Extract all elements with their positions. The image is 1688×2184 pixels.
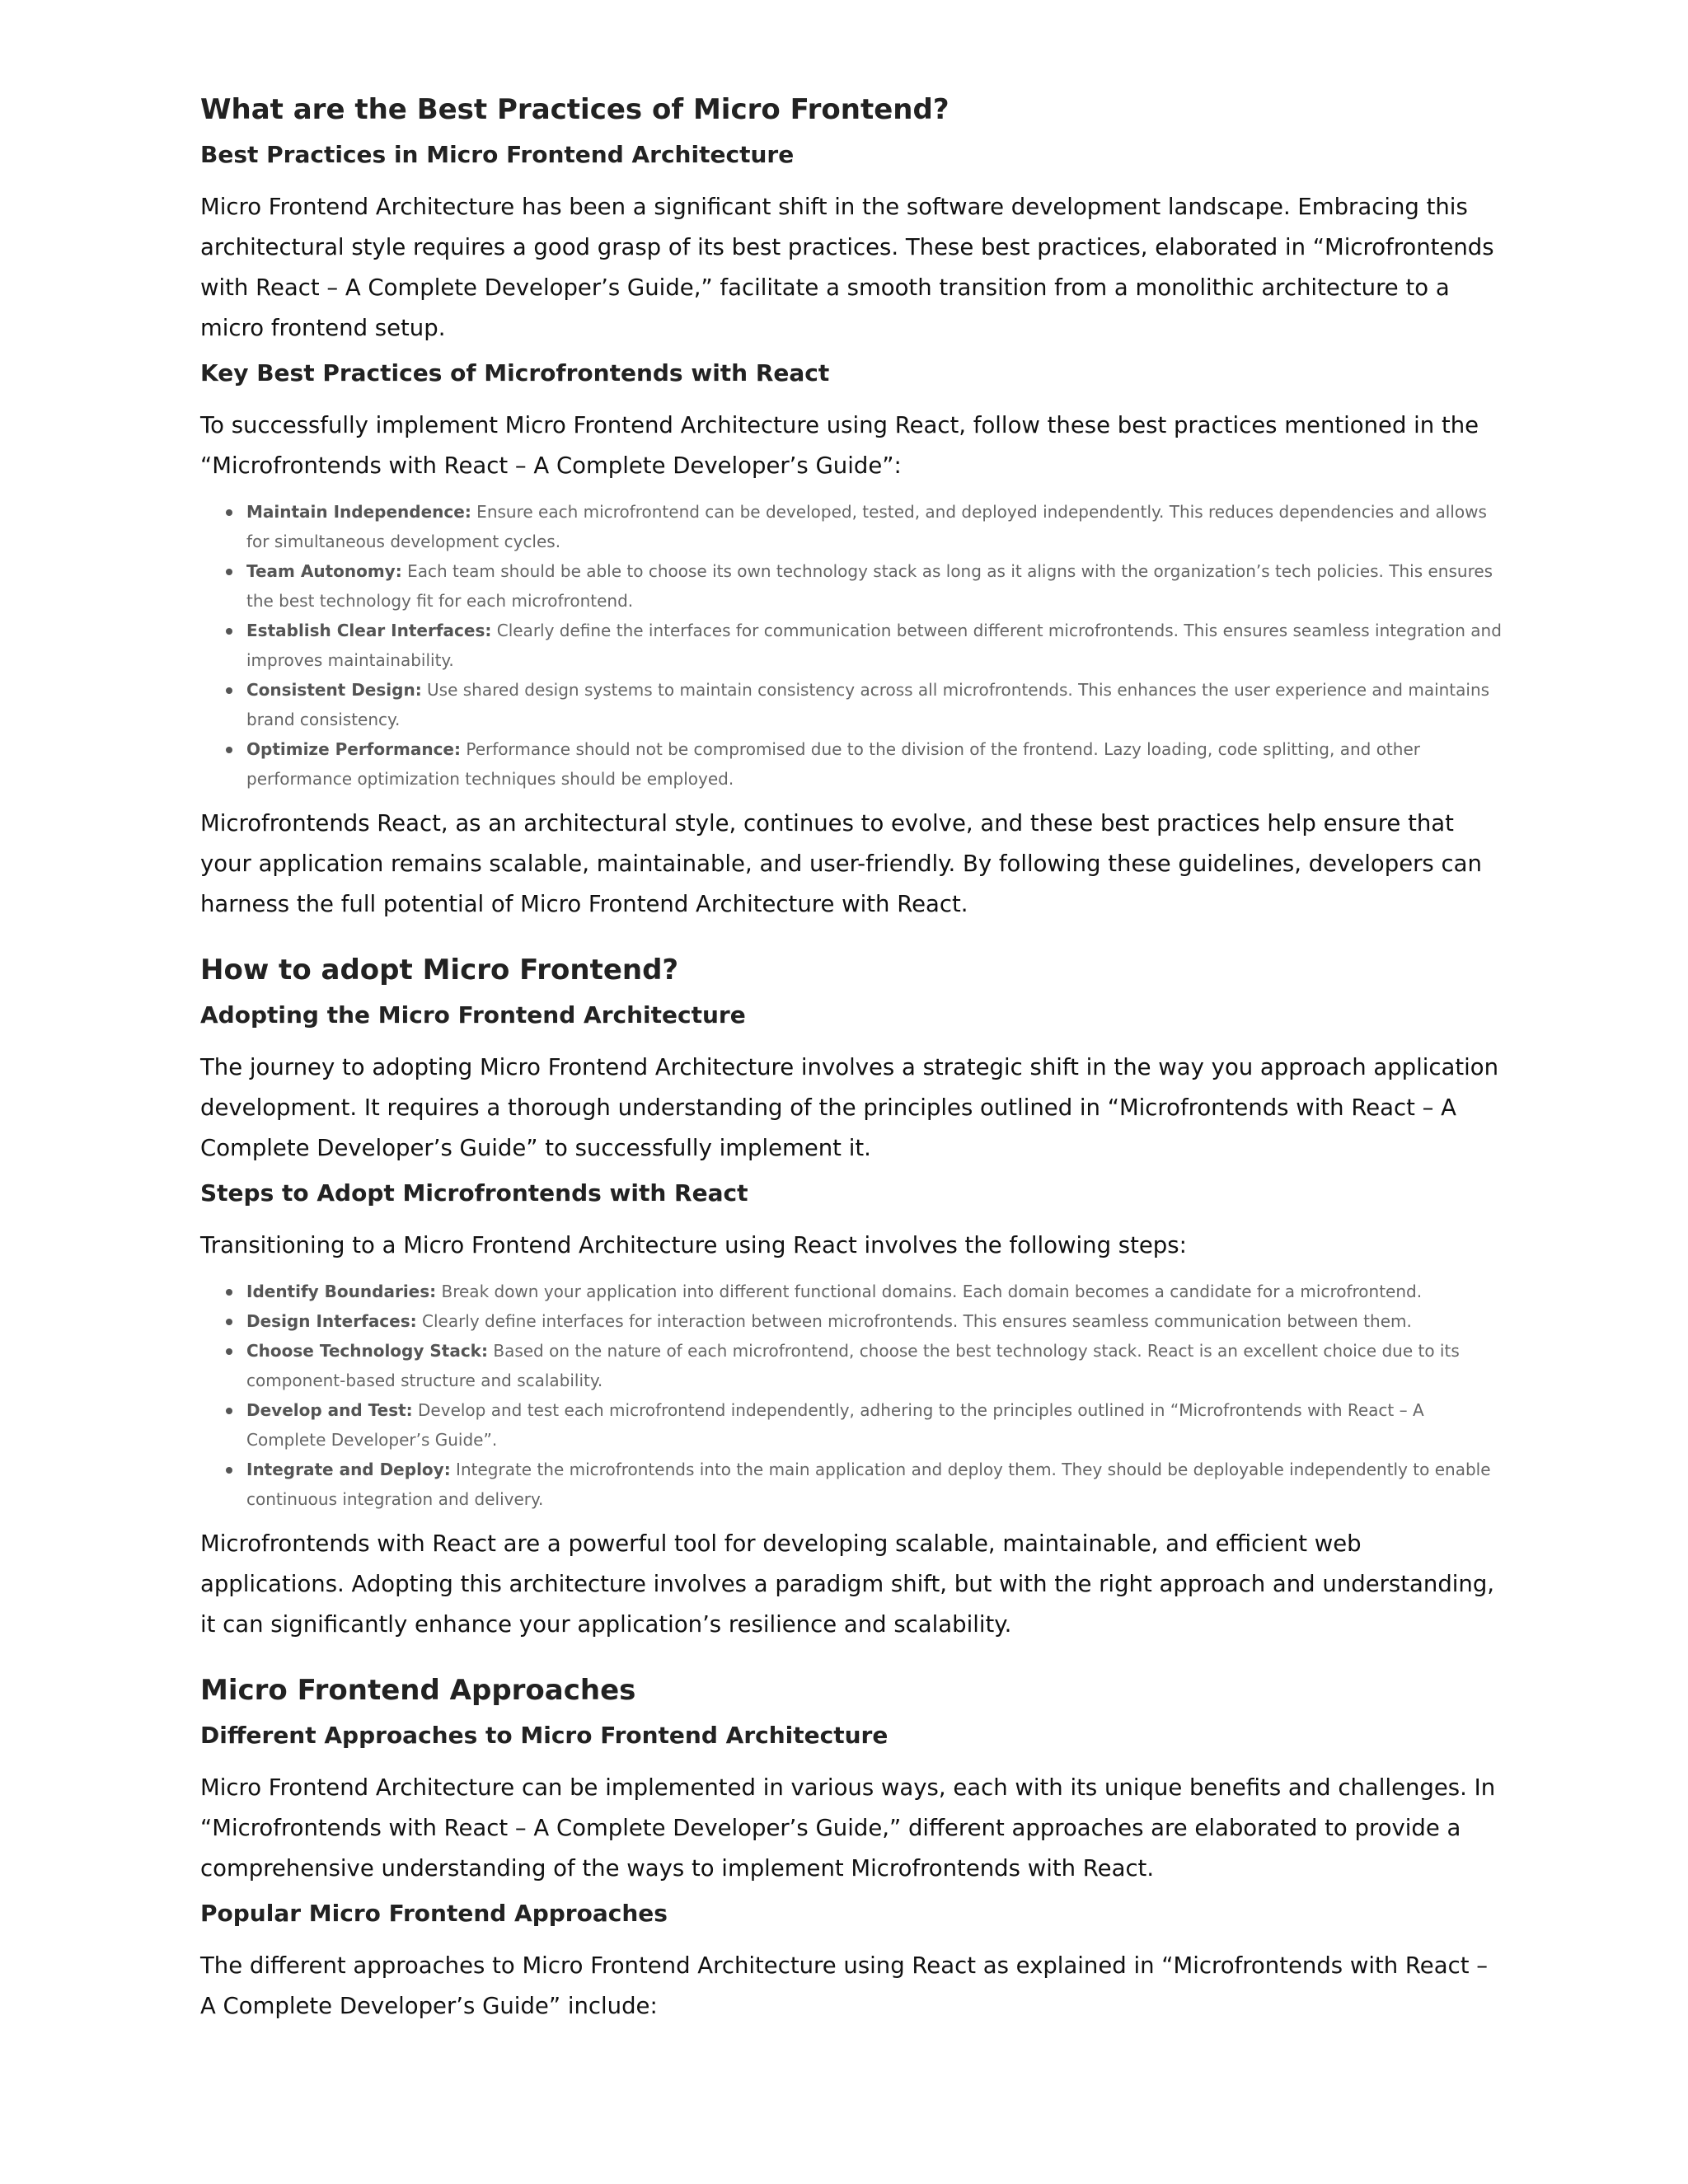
- list-item-term: Identify Boundaries:: [246, 1282, 437, 1301]
- paragraph-approaches-lead: The different approaches to Micro Frontend Architecture using React as explained in “Microfrontends with React – A Complete Developer’s Guide” include:: [200, 1952, 1488, 2019]
- bullet-icon: [226, 687, 232, 694]
- list-item-text: Ensure each microfrontend can be developed, tested, and deployed independently. This reduces dependencies and allows for simultaneous development cycles.: [246, 502, 1487, 551]
- list-item-text: Performance should not be compromised due to the division of the frontend. Lazy loading, code splitting, and other performance optimization techniques should be employed.: [246, 739, 1420, 789]
- list-item: [246, 1277, 1503, 1306]
- list-item-text: Each team should be able to choose its own technology stack as long as it aligns with the organization’s tech policies. This ensures the best technology fit for each microfrontend.: [246, 561, 1493, 611]
- list-item-term: Develop and Test:: [246, 1400, 413, 1420]
- list-item-text: Clearly define the interfaces for communication between different microfrontends. This ensures seamless integration and improves maintainability.: [246, 621, 1502, 670]
- bullet-icon: [226, 569, 232, 575]
- subheading-different-approaches: Different Approaches to Micro Frontend Architecture: [200, 1722, 889, 1749]
- list-item: [246, 1336, 1503, 1395]
- list-item-term: Integrate and Deploy:: [246, 1460, 451, 1479]
- adoption-steps-list: [200, 1277, 1503, 1514]
- bullet-icon: [226, 1319, 232, 1325]
- bullet-icon: [226, 1348, 232, 1355]
- subheading-best-practices-architecture: Best Practices in Micro Frontend Architecture: [200, 141, 795, 168]
- list-item: [246, 616, 1503, 675]
- paragraph-best-practices-intro: Micro Frontend Architecture has been a significant shift in the software development landscape. Embracing this architectural style requires a good grasp of its best practices. These best practices, elaborated in “Microfrontends with React – A Complete Developer’s Guide,” facilitate a smooth transition from a monolithic architecture to a micro frontend setup.: [200, 194, 1494, 341]
- list-item-term: Maintain Independence:: [246, 502, 471, 522]
- bullet-icon: [226, 628, 232, 635]
- list-item: [246, 1306, 1503, 1336]
- bullet-icon: [226, 747, 232, 753]
- bullet-icon: [226, 1408, 232, 1414]
- list-item: [246, 556, 1503, 616]
- section-heading-adopt: How to adopt Micro Frontend?: [200, 954, 679, 987]
- subheading-key-best-practices: Key Best Practices of Microfrontends with React: [200, 359, 830, 387]
- section-heading-approaches: Micro Frontend Approaches: [200, 1674, 636, 1707]
- list-item-text: Use shared design systems to maintain consistency across all microfrontends. This enhances the user experience and maintains brand consistency.: [246, 680, 1490, 729]
- paragraph-adopt-outro: Microfrontends with React are a powerful tool for developing scalable, maintainable, and efficient web applications. Adopting this architecture involves a paradigm shift, but with the right approach and understanding, it can significantly enhance your application’s resilience and scalability.: [200, 1530, 1495, 1638]
- list-item-term: Consistent Design:: [246, 680, 422, 700]
- subheading-steps-to-adopt: Steps to Adopt Microfrontends with React: [200, 1179, 748, 1207]
- paragraph-best-practices-outro: Microfrontends React, as an architectural style, continues to evolve, and these best practices help ensure that your application remains scalable, maintainable, and user-friendly. By following these guidelines, developers can harness the full potential of Micro Frontend Architecture with React.: [200, 810, 1482, 917]
- bullet-icon: [226, 1467, 232, 1474]
- list-item: [246, 497, 1503, 556]
- list-item: [246, 1395, 1503, 1455]
- list-item: [246, 1455, 1503, 1514]
- paragraph-adopt-intro: The journey to adopting Micro Frontend Architecture involves a strategic shift in the way you approach application development. It requires a thorough understanding of the principles outlined in “Microfrontends with React – A Complete Developer’s Guide” to successfully implement it.: [200, 1054, 1499, 1161]
- list-item-term: Optimize Performance:: [246, 739, 461, 759]
- list-item: [246, 675, 1503, 734]
- list-item-term: Team Autonomy:: [246, 561, 402, 581]
- section-heading-best-practices: What are the Best Practices of Micro Frontend?: [200, 93, 950, 126]
- best-practices-list: [200, 497, 1503, 794]
- list-item-text: Integrate the microfrontends into the main application and deploy them. They should be deployable independently to enable continuous integration and delivery.: [246, 1460, 1491, 1509]
- list-item-text: Develop and test each microfrontend independently, adhering to the principles outlined in “Microfrontends with React – A Complete Developer’s Guide”.: [246, 1400, 1424, 1450]
- bullet-icon: [226, 1289, 232, 1296]
- list-item-text: Clearly define interfaces for interaction between microfrontends. This ensures seamless communication between them.: [416, 1311, 1412, 1331]
- bullet-icon: [226, 509, 232, 516]
- list-item-term: Design Interfaces:: [246, 1311, 417, 1331]
- list-item-term: Choose Technology Stack:: [246, 1341, 488, 1361]
- subheading-popular-approaches: Popular Micro Frontend Approaches: [200, 1900, 668, 1927]
- paragraph-best-practices-lead: To successfully implement Micro Frontend Architecture using React, follow these best practices mentioned in the “Microfrontends with React – A Complete Developer’s Guide”:: [200, 412, 1479, 479]
- subheading-adopting-architecture: Adopting the Micro Frontend Architecture: [200, 1001, 746, 1029]
- list-item-term: Establish Clear Interfaces:: [246, 621, 492, 640]
- paragraph-adopt-lead: Transitioning to a Micro Frontend Architecture using React involves the following steps:: [200, 1232, 1187, 1258]
- list-item-text: Based on the nature of each microfrontend, choose the best technology stack. React is an excellent choice due to its component-based structure and scalability.: [246, 1341, 1460, 1390]
- list-item: [246, 734, 1503, 794]
- list-item-text: Break down your application into different functional domains. Each domain becomes a candidate for a microfrontend.: [436, 1282, 1423, 1301]
- paragraph-approaches-intro: Micro Frontend Architecture can be implemented in various ways, each with its unique benefits and challenges. In “Microfrontends with React – A Complete Developer’s Guide,” different approaches are elaborated to provide a comprehensive understanding of the ways to implement Microfrontends with React.: [200, 1774, 1496, 1882]
- article-body: [200, 91, 1503, 2027]
